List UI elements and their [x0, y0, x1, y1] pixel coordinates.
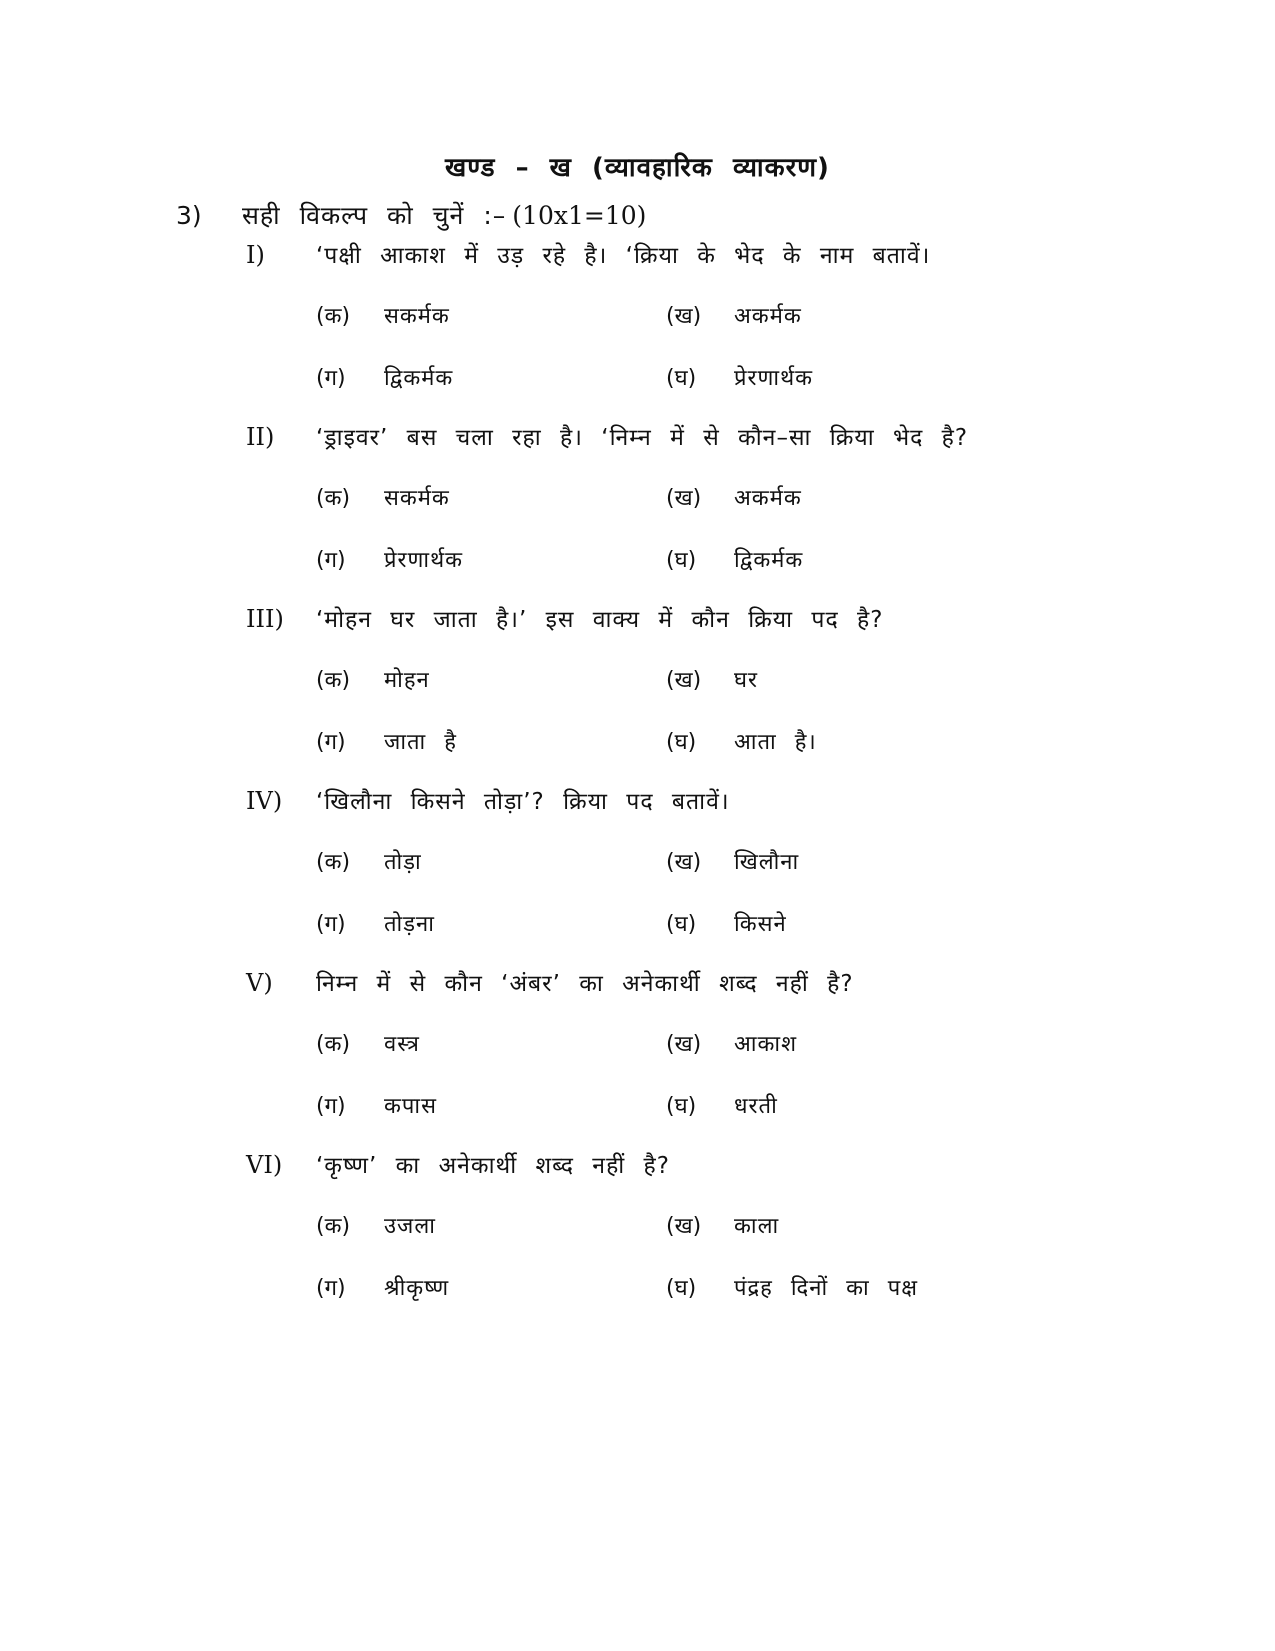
option-label: (घ) [666, 366, 697, 391]
option-text: अकर्मक [734, 304, 802, 329]
question-1 [246, 238, 1126, 402]
question-text: ‘पक्षी आकाश में उड़ रहे है। ‘क्रिया के भेद के नाम बतावें। [316, 243, 931, 269]
option-gha[interactable] [666, 908, 787, 938]
option-label: (क) [316, 304, 351, 329]
question-text: निम्न में से कौन ‘अंबर’ का अनेकार्थी शब्द नहीं है? [316, 971, 854, 997]
option-text: सकर्मक [384, 304, 450, 329]
options-row-1 [246, 300, 1126, 340]
option-text: पंद्रह दिनों का पक्ष [734, 1276, 918, 1301]
question-line [246, 238, 1126, 278]
option-label: (ग) [316, 1276, 346, 1301]
option-label: (ख) [666, 850, 702, 875]
option-label: (ख) [666, 1214, 702, 1239]
question-numeral: II) [246, 423, 275, 451]
option-ka[interactable] [316, 1028, 420, 1058]
question-line [246, 1148, 1126, 1188]
option-label: (घ) [666, 1094, 697, 1119]
question-text: ‘खिलौना किसने तोड़ा’? क्रिया पद बतावें। [316, 789, 730, 815]
option-text: श्रीकृष्ण [384, 1276, 450, 1301]
option-text: प्रेरणार्थक [734, 366, 814, 391]
option-text: घर [734, 668, 759, 693]
option-label: (ख) [666, 668, 702, 693]
option-text: तोड़ना [384, 912, 435, 937]
options-row-1 [246, 664, 1126, 704]
option-text: खिलौना [734, 850, 800, 875]
options-row-2 [246, 726, 1126, 766]
option-gha[interactable] [666, 362, 813, 392]
option-label: (ख) [666, 1032, 702, 1057]
option-label: (घ) [666, 1276, 697, 1301]
question-4 [246, 784, 1126, 948]
options-row-1 [246, 1028, 1126, 1068]
question-numeral: I) [246, 241, 265, 269]
option-kha[interactable] [666, 482, 802, 512]
option-text: मोहन [384, 668, 430, 693]
option-text: तोड़ा [384, 850, 422, 875]
options-row-1 [246, 482, 1126, 522]
option-gha[interactable] [666, 726, 817, 756]
option-ga[interactable] [316, 544, 463, 574]
option-ga[interactable] [316, 362, 453, 392]
options-row-2 [246, 908, 1126, 948]
option-kha[interactable] [666, 846, 799, 876]
options-row-1 [246, 846, 1126, 886]
option-text: वस्त्र [384, 1032, 420, 1057]
option-kha[interactable] [666, 664, 758, 694]
question-numeral: VI) [246, 1151, 283, 1179]
option-ga[interactable] [316, 1090, 437, 1120]
option-text: धरती [734, 1094, 778, 1119]
question-numeral: IV) [246, 787, 283, 815]
question-line [246, 602, 1126, 642]
question-text: ‘कृष्ण’ का अनेकार्थी शब्द नहीं है? [316, 1153, 670, 1179]
options-row-2 [246, 1272, 1126, 1312]
option-text: कपास [384, 1094, 437, 1119]
option-label: (घ) [666, 548, 697, 573]
option-text: आकाश [734, 1032, 798, 1057]
question-3 [246, 602, 1126, 766]
option-kha[interactable] [666, 1028, 797, 1058]
option-kha[interactable] [666, 300, 802, 330]
option-label: (क) [316, 486, 351, 511]
option-ka[interactable] [316, 1210, 436, 1240]
main-question [176, 198, 646, 232]
option-label: (ग) [316, 366, 346, 391]
option-label: (क) [316, 850, 351, 875]
option-text: अकर्मक [734, 486, 802, 511]
question-text: ‘ड्राइवर’ बस चला रहा है। ‘निम्न में से कौन–सा क्रिया भेद है? [316, 425, 969, 451]
option-gha[interactable] [666, 1272, 918, 1302]
option-ga[interactable] [316, 908, 435, 938]
option-ga[interactable] [316, 1272, 449, 1302]
option-ga[interactable] [316, 726, 457, 756]
main-question-instruction: सही विकल्प को चुनें :– [242, 201, 507, 230]
option-label: (ग) [316, 1094, 346, 1119]
option-label: (घ) [666, 912, 697, 937]
question-2 [246, 420, 1126, 584]
option-label: (घ) [666, 730, 697, 755]
options-row-2 [246, 544, 1126, 584]
option-label: (ग) [316, 548, 346, 573]
options-row-2 [246, 1090, 1126, 1130]
question-6 [246, 1148, 1126, 1312]
option-ka[interactable] [316, 300, 450, 330]
option-text: किसने [734, 912, 787, 937]
option-label: (ख) [666, 304, 702, 329]
options-row-2 [246, 362, 1126, 402]
option-label: (क) [316, 668, 351, 693]
option-label: (ग) [316, 730, 346, 755]
question-numeral: V) [246, 969, 273, 997]
question-line [246, 784, 1126, 824]
main-question-number: 3) [176, 201, 202, 230]
question-numeral: III) [246, 605, 284, 633]
option-text: जाता है [384, 730, 457, 755]
option-kha[interactable] [666, 1210, 779, 1240]
section-heading: खण्ड – ख (व्यावहारिक व्याकरण) [445, 153, 830, 183]
question-line [246, 420, 1126, 460]
option-gha[interactable] [666, 544, 803, 574]
option-text: प्रेरणार्थक [384, 548, 464, 573]
options-row-1 [246, 1210, 1126, 1250]
option-text: सकर्मक [384, 486, 450, 511]
option-ka[interactable] [316, 482, 450, 512]
question-line [246, 966, 1126, 1006]
option-label: (क) [316, 1032, 351, 1057]
option-gha[interactable] [666, 1090, 778, 1120]
question-5 [246, 966, 1126, 1130]
option-text: काला [734, 1214, 780, 1239]
option-label: (क) [316, 1214, 351, 1239]
question-text: ‘मोहन घर जाता है।’ इस वाक्य में कौन क्रिया पद है? [316, 607, 884, 633]
option-label: (ख) [666, 486, 702, 511]
option-text: आता है। [734, 730, 817, 755]
option-text: उजला [384, 1214, 436, 1239]
option-text: द्विकर्मक [384, 366, 454, 391]
main-question-marks: (10x1=10) [512, 201, 647, 230]
option-ka[interactable] [316, 664, 430, 694]
option-label: (ग) [316, 912, 346, 937]
option-text: द्विकर्मक [734, 548, 804, 573]
option-ka[interactable] [316, 846, 422, 876]
